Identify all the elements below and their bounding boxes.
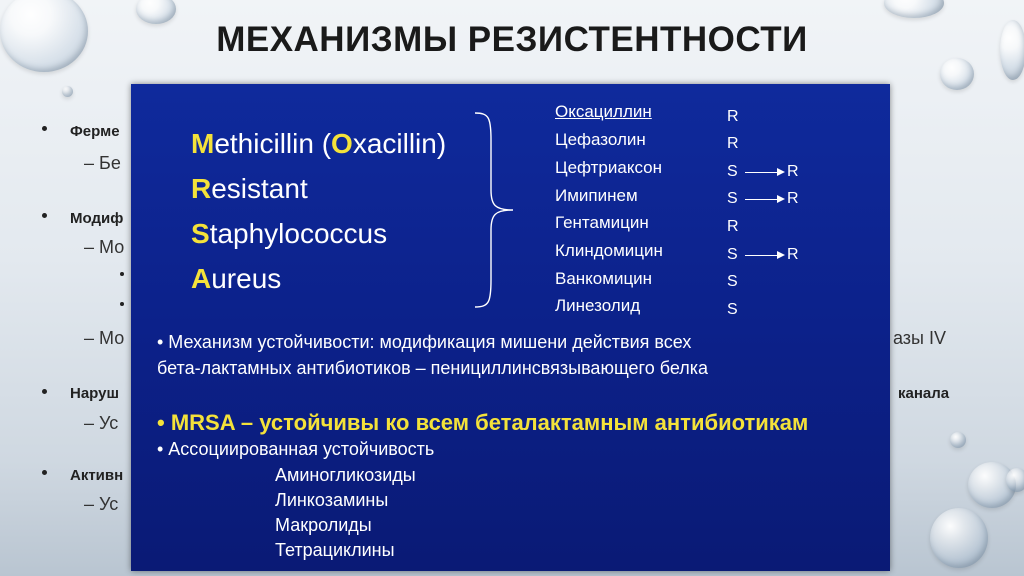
mechanism-line-2: бета-лактамных антибиотиков – пенициллинсвязывающего белка bbox=[157, 358, 709, 378]
susceptibility-result: R bbox=[727, 108, 739, 125]
associated-item: Аминогликозиды bbox=[275, 465, 416, 485]
changed-result: R bbox=[787, 246, 799, 263]
water-drop-decoration bbox=[930, 508, 988, 568]
acronym-line-resistant: Resistant bbox=[191, 173, 308, 204]
bg-right-2: канала bbox=[898, 385, 950, 402]
bg-right-1: азы IV bbox=[893, 328, 947, 348]
antibiotic-name: Имипинем bbox=[555, 186, 638, 205]
changed-result: R bbox=[787, 163, 799, 180]
slide-title: МЕХАНИЗМЫ РЕЗИСТЕНТНОСТИ bbox=[216, 20, 808, 59]
mrsa-info-panel bbox=[131, 84, 890, 571]
susceptibility-result: S bbox=[727, 246, 738, 263]
antibiotic-name: Клиндомицин bbox=[555, 241, 663, 260]
bg-heading-1: Ферме bbox=[70, 123, 120, 140]
antibiotic-name: Цефтриаксон bbox=[555, 158, 662, 177]
susceptibility-result: S bbox=[727, 163, 738, 180]
water-drop-decoration bbox=[950, 432, 966, 448]
water-drop-decoration bbox=[884, 0, 944, 18]
curly-brace-icon bbox=[469, 110, 519, 310]
bg-heading-3: Наруш bbox=[70, 385, 119, 402]
bullet-marker bbox=[120, 302, 124, 306]
bg-heading-4: Активн bbox=[70, 467, 124, 484]
acronym-line-staphylococcus: Staphylococcus bbox=[191, 218, 388, 249]
bg-sub-5: – Ус bbox=[84, 494, 119, 514]
changed-result: R bbox=[787, 190, 799, 207]
mechanism-line-1: • Механизм устойчивости: модификация мишени действия всех bbox=[157, 332, 692, 352]
associated-item: Тетрациклины bbox=[275, 540, 395, 560]
antibiotic-name: Ванкомицин bbox=[555, 269, 653, 288]
arrow-right-icon bbox=[745, 172, 783, 173]
bullet-marker bbox=[42, 389, 47, 394]
arrow-right-icon bbox=[745, 199, 783, 200]
acronym-line-methicillin: Methicillin (Oxacillin) bbox=[191, 128, 447, 159]
bg-sub-1: – Бе bbox=[84, 153, 121, 173]
bullet-marker bbox=[42, 470, 47, 475]
bullet-marker bbox=[42, 213, 47, 218]
antibiotic-name: Цефазолин bbox=[555, 130, 646, 149]
bullet-marker bbox=[120, 272, 124, 276]
acronym-line-aureus: Aureus bbox=[191, 263, 282, 294]
water-drop-decoration bbox=[62, 86, 73, 97]
antibiotic-name: Линезолид bbox=[555, 296, 641, 315]
associated-item: Макролиды bbox=[275, 515, 372, 535]
susceptibility-result: S bbox=[727, 273, 738, 290]
bg-heading-2: Модиф bbox=[70, 210, 124, 227]
susceptibility-result: R bbox=[727, 218, 739, 235]
bullet-marker bbox=[42, 126, 47, 131]
bg-sub-2: – Мо bbox=[84, 237, 125, 257]
antibiotic-name: Гентамицин bbox=[555, 213, 649, 232]
susceptibility-result: S bbox=[727, 190, 738, 207]
susceptibility-result: R bbox=[727, 135, 739, 152]
susceptibility-result: S bbox=[727, 301, 738, 318]
bg-sub-3: – Мо bbox=[84, 328, 125, 348]
water-drop-decoration bbox=[1006, 468, 1024, 492]
mrsa-statement: • MRSA – устойчивы ко всем беталактамным антибиотикам bbox=[157, 410, 809, 435]
antibiotic-name: Оксациллин bbox=[555, 102, 652, 121]
bg-sub-4: – Ус bbox=[84, 413, 119, 433]
associated-item: Линкозамины bbox=[275, 490, 389, 510]
arrow-right-icon bbox=[745, 255, 783, 256]
water-drop-decoration bbox=[940, 58, 974, 90]
associated-resistance-title: • Ассоциированная устойчивость bbox=[157, 439, 435, 459]
